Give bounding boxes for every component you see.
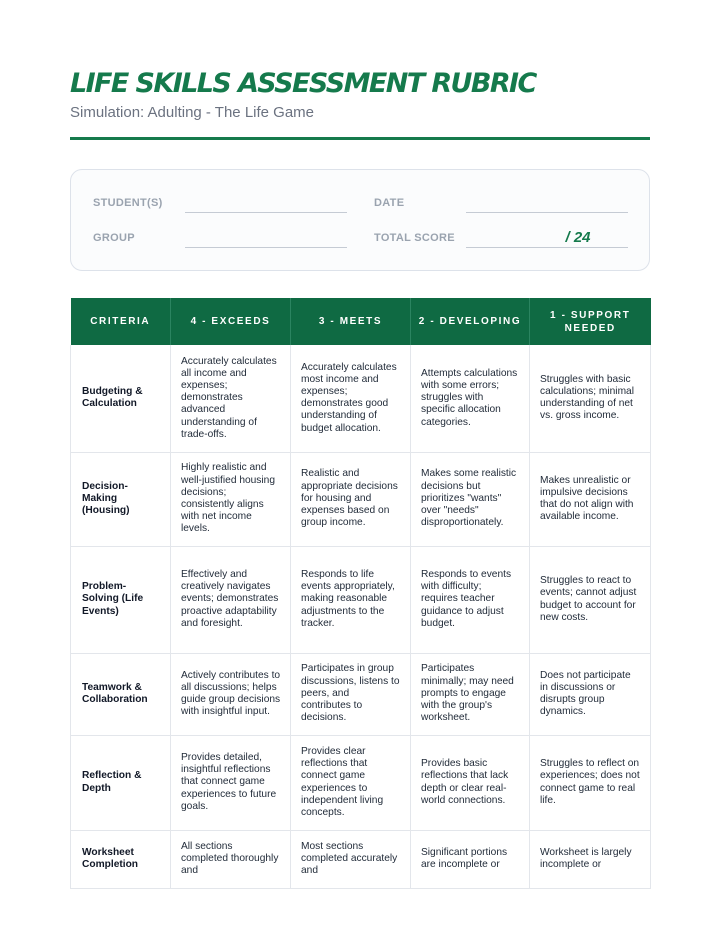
- criteria-cell: Problem-Solving (Life Events): [71, 546, 171, 653]
- table-row: [71, 546, 651, 653]
- support-cell: Does not participate in discussions or disrupts group dynamics.: [530, 653, 651, 735]
- criteria-cell: Reflection & Depth: [71, 735, 171, 830]
- rubric-table: [70, 298, 651, 889]
- student-field[interactable]: [185, 212, 347, 213]
- exceeds-cell: Effectively and creatively navigates events; demonstrates proactive adaptability and foresight.: [171, 546, 291, 653]
- meets-cell: Realistic and appropriate decisions for housing and expenses based on group income.: [291, 452, 411, 546]
- support-cell: Makes unrealistic or impulsive decisions that do not align with available income.: [530, 452, 651, 546]
- table-row: [71, 452, 651, 546]
- page-title: LIFE SKILLS ASSESSMENT RUBRIC: [70, 68, 536, 99]
- support-cell: Struggles to react to events; cannot adjust budget to account for new costs.: [530, 546, 651, 653]
- student-label: STUDENT(S): [93, 197, 163, 209]
- developing-cell: Participates minimally; may need prompts to engage with the group's worksheet.: [411, 653, 530, 735]
- total-score-label: TOTAL SCORE: [374, 232, 455, 244]
- developing-cell: Attempts calculations with some errors; struggles with specific allocation categories.: [411, 345, 530, 452]
- rubric-header-row: [71, 298, 651, 345]
- header-meets: 3 - MEETS: [291, 298, 411, 345]
- header-exceeds: 4 - EXCEEDS: [171, 298, 291, 345]
- group-label: GROUP: [93, 232, 135, 244]
- developing-cell: Significant portions are incomplete or: [411, 830, 530, 888]
- support-cell: Struggles to reflect on experiences; does not connect game to real life.: [530, 735, 651, 830]
- title-divider: [70, 137, 650, 140]
- meets-cell: Participates in group discussions, listens to peers, and contributes to decisions.: [291, 653, 411, 735]
- exceeds-cell: Provides detailed, insightful reflections that connect game experiences to future goals.: [171, 735, 291, 830]
- exceeds-cell: Actively contributes to all discussions; helps guide group decisions with insightful input.: [171, 653, 291, 735]
- header-support-needed: 1 - SUPPORT NEEDED: [530, 298, 651, 345]
- support-cell: Struggles with basic calculations; minimal understanding of net vs. gross income.: [530, 345, 651, 452]
- developing-cell: Provides basic reflections that lack depth or clear real-world connections.: [411, 735, 530, 830]
- criteria-cell: Teamwork & Collaboration: [71, 653, 171, 735]
- table-row: [71, 735, 651, 830]
- exceeds-cell: All sections completed thoroughly and: [171, 830, 291, 888]
- page-subtitle: Simulation: Adulting - The Life Game: [70, 104, 315, 121]
- criteria-cell: Worksheet Completion: [71, 830, 171, 888]
- group-field[interactable]: [185, 247, 347, 248]
- table-row: [71, 653, 651, 735]
- total-score-value: / 24: [565, 229, 591, 246]
- table-row: [71, 830, 651, 888]
- exceeds-cell: Highly realistic and well-justified housing decisions; consistently aligns with net income levels.: [171, 452, 291, 546]
- meets-cell: Most sections completed accurately and: [291, 830, 411, 888]
- meets-cell: Provides clear reflections that connect game experiences to independent living concepts.: [291, 735, 411, 830]
- exceeds-cell: Accurately calculates all income and expenses; demonstrates advanced understanding of trade-offs.: [171, 345, 291, 452]
- total-score-field[interactable]: [466, 247, 628, 248]
- meets-cell: Accurately calculates most income and expenses; demonstrates good understanding of budget allocation.: [291, 345, 411, 452]
- student-info-box: [70, 169, 650, 271]
- date-field[interactable]: [466, 212, 628, 213]
- header-developing: 2 - DEVELOPING: [411, 298, 530, 345]
- developing-cell: Makes some realistic decisions but prioritizes "wants" over "needs" disproportionately.: [411, 452, 530, 546]
- table-row: [71, 345, 651, 452]
- developing-cell: Responds to events with difficulty; requires teacher guidance to adjust budget.: [411, 546, 530, 653]
- date-label: DATE: [374, 197, 405, 209]
- meets-cell: Responds to life events appropriately, making reasonable adjustments to the tracker.: [291, 546, 411, 653]
- criteria-cell: Budgeting & Calculation: [71, 345, 171, 452]
- support-cell: Worksheet is largely incomplete or: [530, 830, 651, 888]
- criteria-cell: Decision-Making (Housing): [71, 452, 171, 546]
- header-criteria: CRITERIA: [71, 298, 171, 345]
